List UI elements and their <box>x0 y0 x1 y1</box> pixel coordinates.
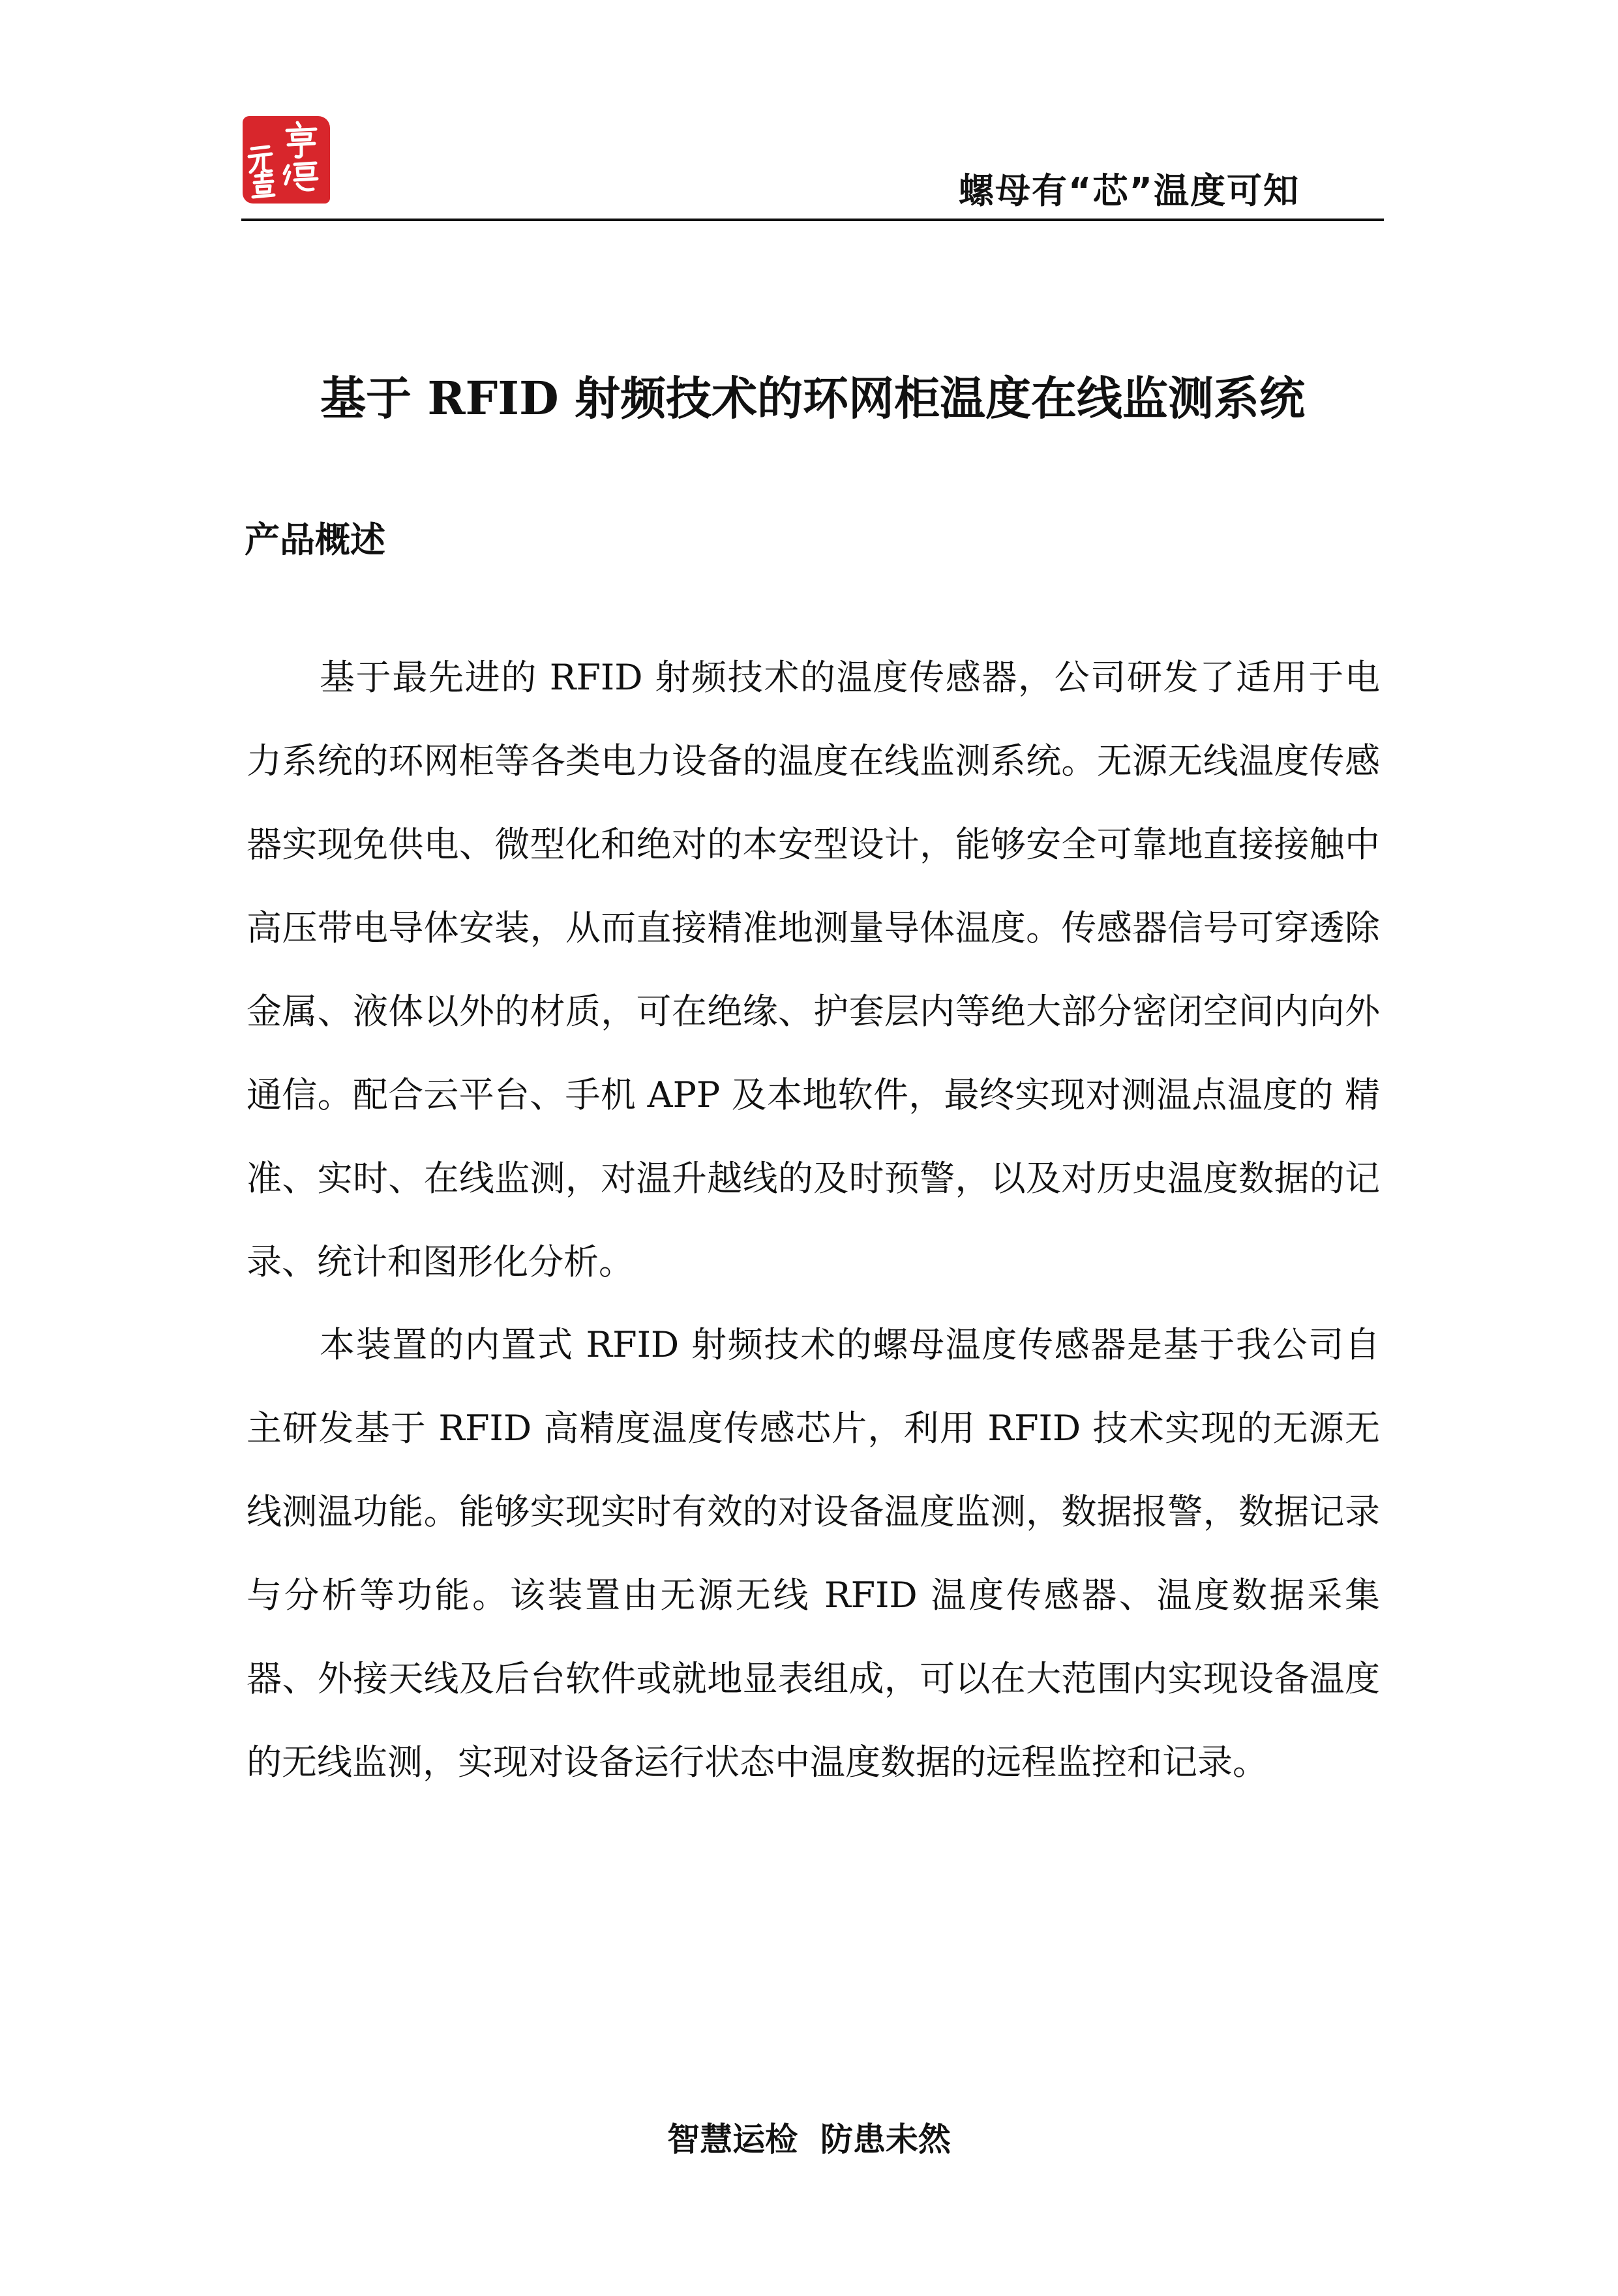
section-heading-product-overview: 产品概述 <box>245 519 385 560</box>
header-tagline: 螺母有“芯”温度可知 <box>959 170 1300 211</box>
paragraph-overview-2: 本装置的内置式 RFID 射频技术的螺母温度传感器是基于我公司自主研发基于 RFID 高精度温度传感芯片，利用 RFID 技术实现的无源无线测温功能。能够实现实时有效的对设备温度监测，数据报警，数据记录与分析等功能。该装置由无源无线 RFID 温度传感器、温度数据采集器、外接天线及后台软件或就地显表组成，可以在大范围内实现设备温度的无线监测，实现对设备运行状态中温度数据的远程监控和记录。 <box>247 1324 1380 1783</box>
footer-slogan: 智慧运检 防患未然 <box>667 2121 951 2158</box>
company-seal-logo <box>243 116 330 204</box>
header-divider <box>241 219 1384 221</box>
paragraph-overview-1: 基于最先进的 RFID 射频技术的温度传感器，公司研发了适用于电力系统的环网柜等各类电力设备的温度在线监测系统。无源无线温度传感器实现免供电、微型化和绝对的本安型设计，能够安全可靠地直接接触中高压带电导体安装，从而直接精准地测量导体温度。传感器信号可穿透除金属、液体以外的材质，可在绝缘、护套层内等绝大部分密闭空间内向外通信。配合云平台、手机 APP 及本地软件，最终实现对测温点温度的 精准、实时、在线监测，对温升越线的及时预警，以及对历史温度数据的记录、统计和图形化分析。 <box>247 657 1380 1282</box>
seal-glyphs <box>243 116 330 204</box>
document-title: 基于 RFID 射频技术的环网柜温度在线监测系统 <box>320 371 1306 425</box>
